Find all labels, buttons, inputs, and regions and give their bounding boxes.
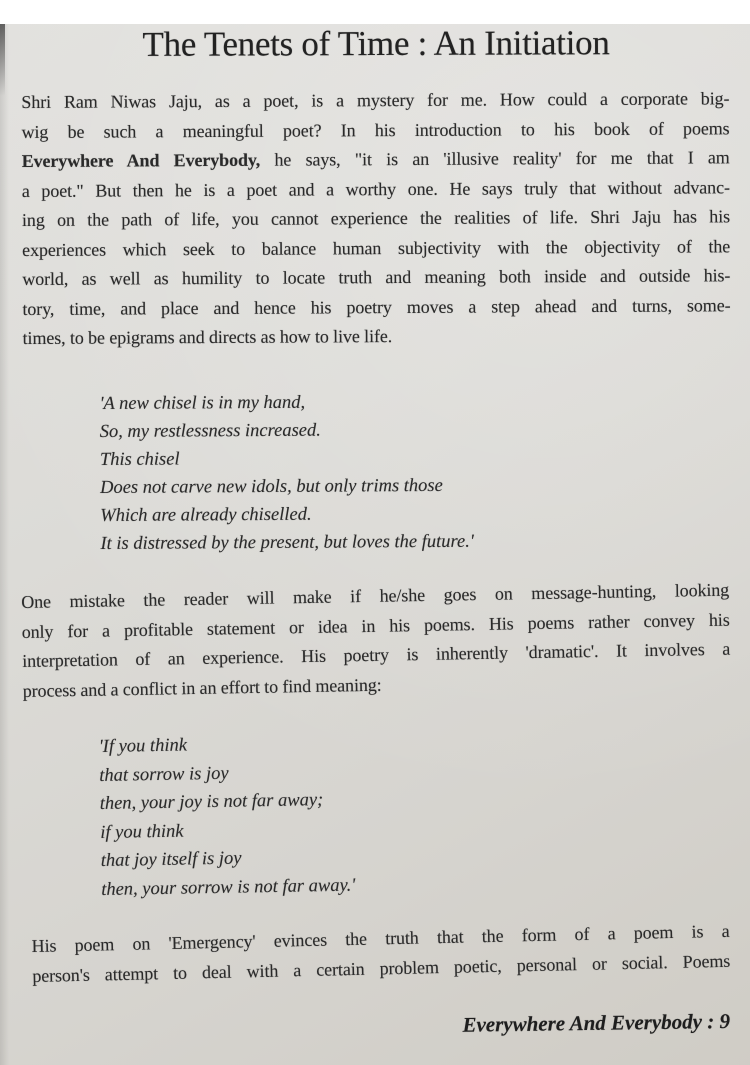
text-line: One mistake the reader will make if he/she goes on message-hunting, looking xyxy=(21,579,730,612)
page-content xyxy=(0,23,750,1037)
text-line xyxy=(22,143,730,176)
text-line-rest: he says, "it is an 'illusive reality' for me that I am xyxy=(260,147,730,170)
text-line: His poem on 'Emergency' evinces the truth that the form of a poem is a xyxy=(31,920,730,956)
page-title: The Tenets of Time : An Initiation xyxy=(142,23,610,64)
text-line: tory, time, and place and hence his poetry moves a step ahead and turns, some- xyxy=(22,294,731,319)
poem-line: that sorrow is joy xyxy=(99,762,229,786)
poem-quote-joy-sorrow xyxy=(99,722,732,904)
text-line: a poet." But then he is a poet and a worthy one. He says truly that without advanc- xyxy=(21,176,730,201)
paragraph-intro xyxy=(21,84,730,353)
text-line: experiences which seek to balance human subjectivity with the objectivity of the xyxy=(22,235,731,260)
text-line: person's attempt to deal with a certain problem poetic, personal or social. Poems xyxy=(32,949,731,985)
poem-line: 'If you think xyxy=(98,734,188,757)
poem-line: Does not carve new idols, but only trims those xyxy=(100,475,443,498)
poem-line: So, my restlessness increased. xyxy=(99,420,321,442)
poem-line: that joy itself is joy xyxy=(100,848,242,871)
poem-line: if you think xyxy=(100,820,184,842)
text-line: Shri Ram Niwas Jaju, as a poet, is a mystery for me. How could a corporate big- xyxy=(21,88,730,113)
poem-line: This chisel xyxy=(99,449,180,470)
text-line: only for a profitable statement or idea in his poems. His poems rather convey his xyxy=(21,608,730,642)
book-title-bold: Everywhere And Everybody, xyxy=(21,149,261,172)
text-line: times, to be epigrams and directs as how to live life. xyxy=(22,326,393,348)
poem-line: Which are already chiselled. xyxy=(100,504,312,526)
poem-line: It is distressed by the present, but loves the future.' xyxy=(100,531,474,554)
text-line: process and a conflict in an effort to find meaning: xyxy=(22,673,382,700)
text-line: world, as well as humility to locate truth and meaning both inside and outside his- xyxy=(22,265,731,289)
text-line: ing on the path of life, you cannot experience the realities of life. Shri Jaju has his xyxy=(21,206,731,230)
text-line: interpretation of an experience. His poetry is inherently 'dramatic'. It involves a xyxy=(22,638,731,671)
poem-line: then, your sorrow is not far away.' xyxy=(101,874,356,899)
poem-quote-chisel xyxy=(99,386,730,558)
text-line: wig be such a meaningful poet? In his introduction to his book of poems xyxy=(21,117,730,142)
running-footer-book-title-page-number: Everywhere And Everybody : 9 xyxy=(462,1008,731,1037)
scanned-page xyxy=(0,24,750,1065)
poem-line: 'A new chisel is in my hand, xyxy=(99,392,306,414)
paragraph-mistake xyxy=(21,575,731,705)
paragraph-emergency xyxy=(31,916,730,990)
poem-line: then, your joy is not far away; xyxy=(99,789,324,814)
